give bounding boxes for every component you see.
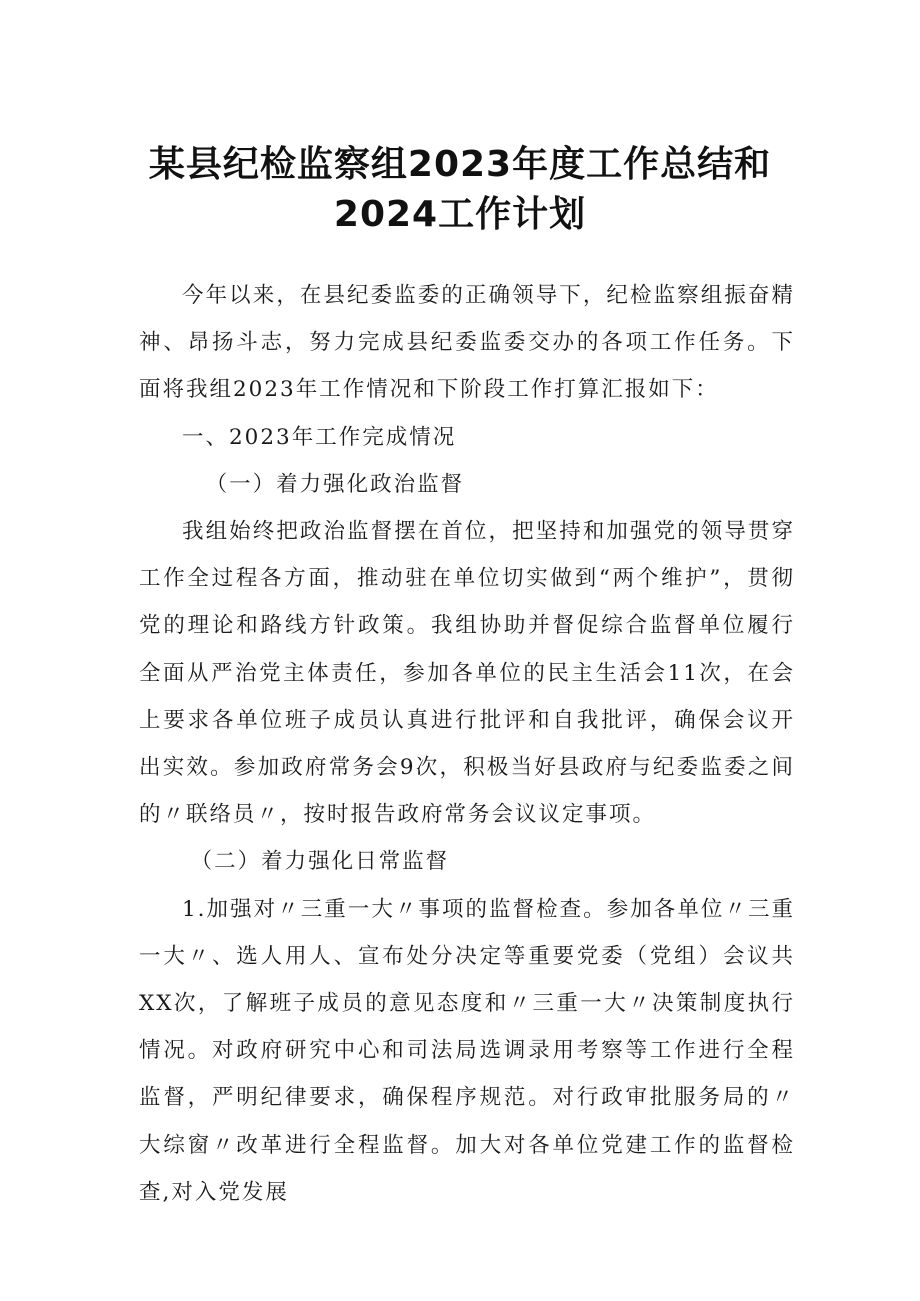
intro-paragraph: 今年以来，在县纪委监委的正确领导下，纪检监察组振奋精神、昂扬斗志，努力完成县纪委监委交办的各项工作任务。下面将我组2023年工作情况和下阶段工作打算汇报如下： bbox=[139, 283, 795, 403]
subsection-heading-1: （一）着力强化政治监督 bbox=[205, 471, 465, 497]
document-body bbox=[139, 272, 795, 1216]
document-title-line-2: 2024工作计划 bbox=[333, 194, 587, 235]
document-title-line-1: 某县纪检监察组2023年度工作总结和 bbox=[148, 144, 772, 185]
daily-supervision-paragraph: 1.加强对〃三重一大〃事项的监督检查。参加各单位〃三重一大〃、选人用人、宣布处分决定等重要党委（党组）会议共XX次，了解班子成员的意见态度和〃三重一大〃决策制度执行情况。对政府研究中心和司法局选调录用考察等工作进行全程监督，严明纪律要求，确保程序规范。对行政审批服务局的〃大综窗〃改革进行全程监督。加大对各单位党建工作的监督检查,对入党发展 bbox=[139, 896, 795, 1205]
section-heading-1: 一、2023年工作完成情况 bbox=[182, 424, 457, 450]
political-supervision-paragraph: 我组始终把政治监督摆在首位，把坚持和加强党的领导贯穿工作全过程各方面，推动驻在单位切实做到“两个维护”，贯彻党的理论和路线方针政策。我组协助并督促综合监督单位履行全面从严治党主体责任，参加各单位的民主生活会11次，在会上要求各单位班子成员认真进行批评和自我批评，确保会议开出实效。参加政府常务会9次，积极当好县政府与纪委监委之间的〃联络员〃，按时报告政府常务会议议定事项。 bbox=[139, 519, 795, 828]
subsection-heading-2: （二）着力强化日常监督 bbox=[190, 849, 450, 875]
